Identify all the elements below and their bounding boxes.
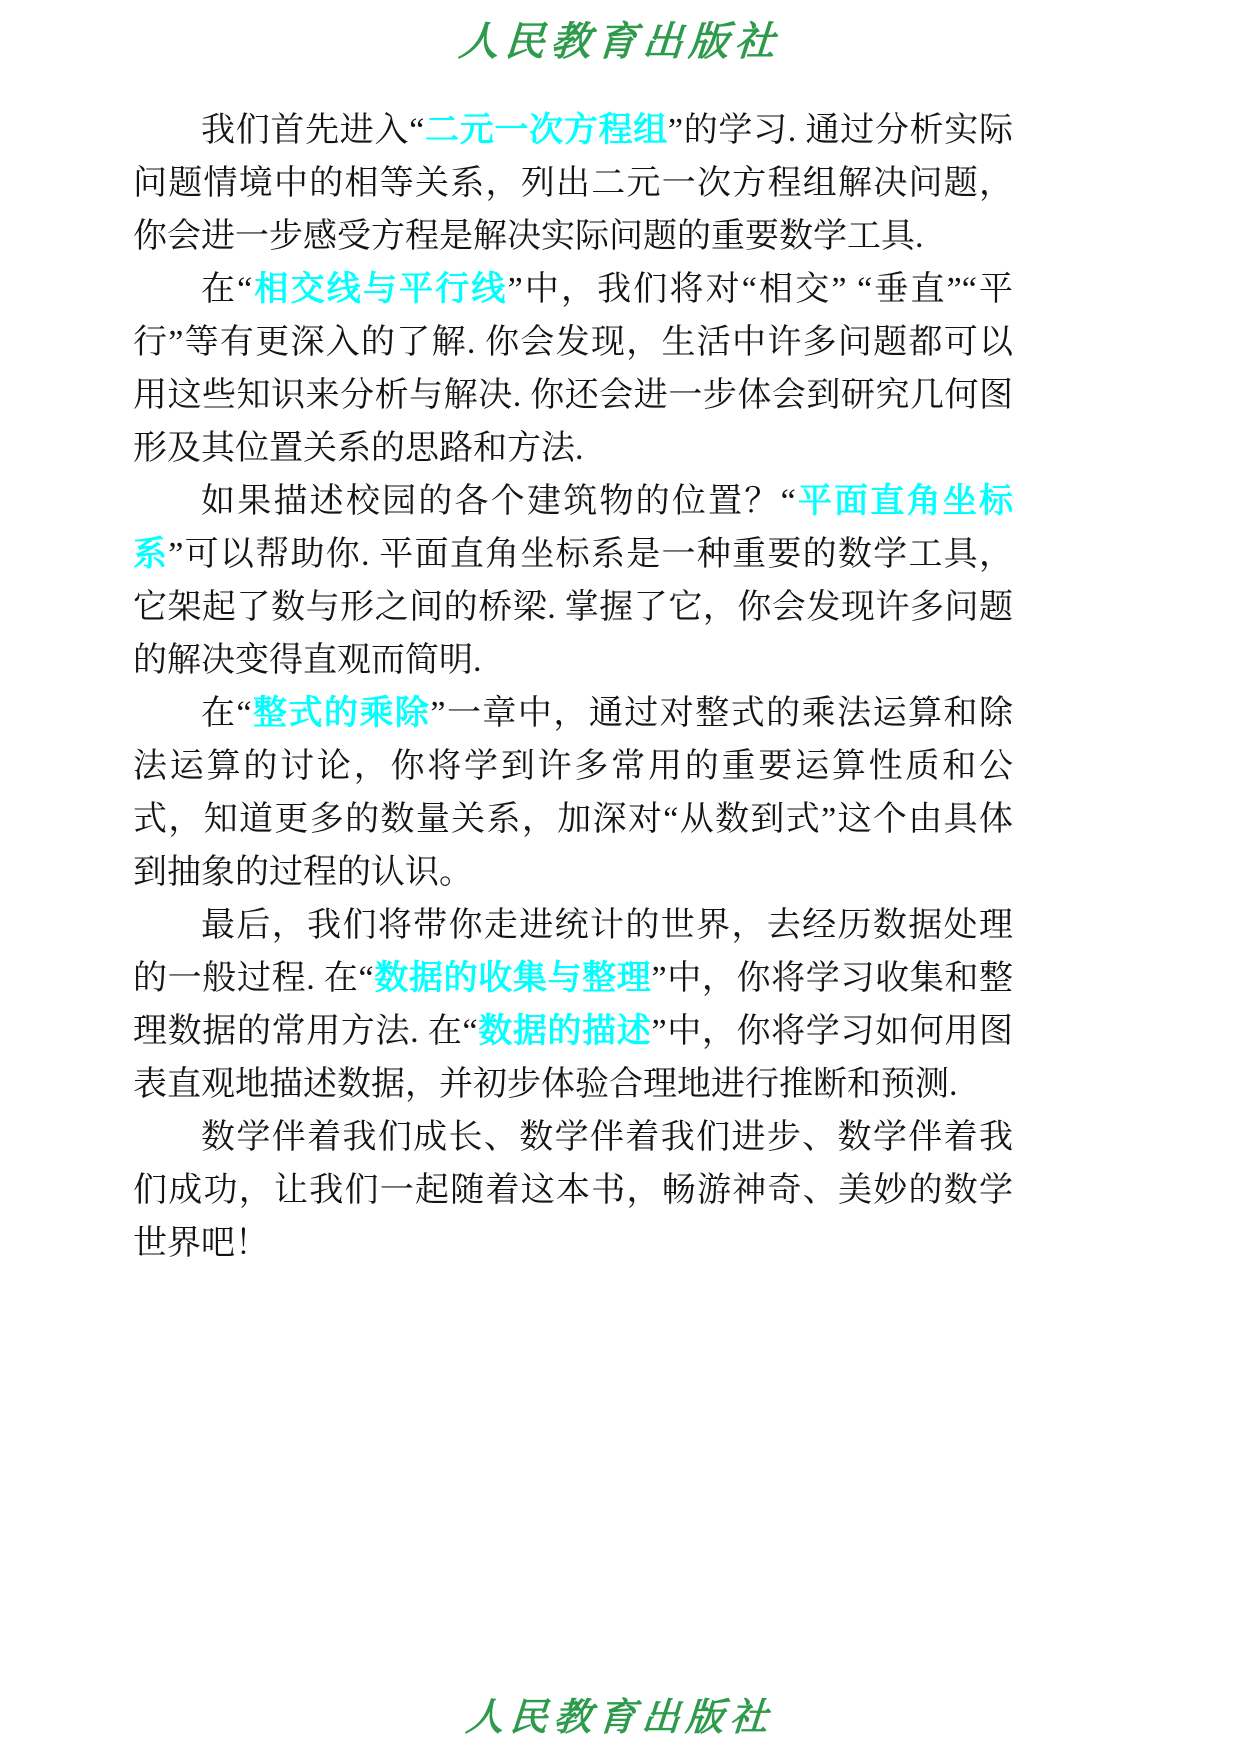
paragraph <box>133 1111 1013 1270</box>
body-run: ”一章中，通过对整式的乘法运算和除法运算的讨论，你将学到许多常用的重要运算性质和公式，知道更多的数量关系，加深对“从数到式”这个由具体到抽象的过程的认识。 <box>133 695 1014 891</box>
publisher-logo-top: 人民教育出版社 <box>457 18 783 65</box>
body-run: 最后，我们将带你走进统计的世界，去经历数据处理的一般过程. 在“ <box>133 907 1013 997</box>
body-run: ”的学习. 通过分析实际问题情境中的相等关系，列出二元一次方程组解决问题，你会进一步感受方程是解决实际问题的重要数学工具. <box>133 112 1014 255</box>
body-run: ”中，你将学习收集和整理数据的常用方法. 在“ <box>133 960 1014 1050</box>
chapter-title-highlight: 数据的收集与整理 <box>373 959 652 997</box>
body-run: ”中，我们将对“相交” “垂直”“平行”等有更深入的了解. 你会发现，生活中许多问题都可以用这些知识来分析与解决. 你还会进一步体会到研究几何图形及其位置关系的思路和方法. <box>133 271 1014 467</box>
body-run: ”可以帮助你. 平面直角坐标系是一种重要的数学工具，它架起了数与形之间的桥梁. 掌握了它，你会发现许多问题的解决变得直观而简明. <box>133 536 1014 679</box>
chapter-title-highlight: 二元一次方程组 <box>424 111 668 149</box>
chapter-title-highlight: 相交线与平行线 <box>252 270 508 308</box>
chapter-title-highlight: 整式的乘除 <box>251 694 431 732</box>
chapter-title-highlight: 平面直角坐标系 <box>133 482 1014 573</box>
paragraph <box>133 687 1013 899</box>
body-run: 如果描述校园的各个建筑物的位置？“ <box>201 483 796 520</box>
body-run: 在“ <box>201 695 252 732</box>
publisher-logo-bottom: 人民教育出版社 <box>464 1694 776 1739</box>
body-run: 数学伴着我们成长、数学伴着我们进步、数学伴着我们成功，让我们一起随着这本书，畅游神奇、美妙的数学世界吧！ <box>133 1119 1013 1262</box>
paragraph <box>133 475 1013 687</box>
chapter-title-highlight: 数据的描述 <box>477 1012 652 1050</box>
paragraph <box>133 263 1013 475</box>
body-run: ”中，你将学习如何用图表直观地描述数据，并初步体验合理地进行推断和预测. <box>133 1013 1014 1103</box>
paragraph <box>133 899 1013 1111</box>
body-text <box>133 104 1013 1270</box>
body-run: 在“ <box>201 271 253 308</box>
paragraph <box>133 104 1013 263</box>
body-run: 我们首先进入“ <box>201 112 425 149</box>
